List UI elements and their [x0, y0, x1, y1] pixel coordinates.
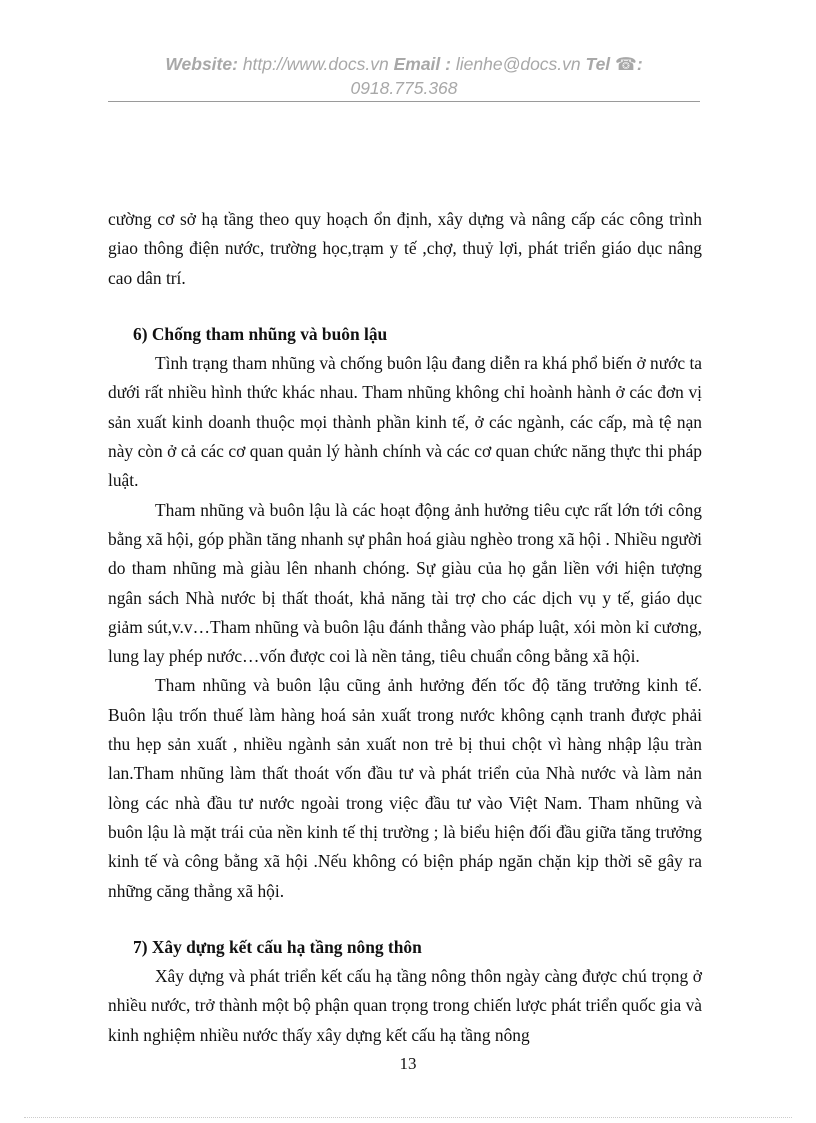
- section-7-heading: 7) Xây dựng kết cấu hạ tầng nông thôn: [133, 936, 422, 957]
- tel-label: Tel ☎:: [585, 54, 643, 74]
- header-divider: [108, 101, 700, 102]
- tel-number: 0918.775.368: [350, 78, 458, 98]
- section-6-paragraph-3: Tham nhũng và buôn lậu cũng ảnh hưởng đến tốc độ tăng trưởng kinh tế. Buôn lậu trốn thuế làm hàng hoá sản xuất trong nước không cạnh tranh được phải thu hẹp sản xuất , nhiều ngành sản xuất non trẻ bị thui chột vì hàng nhập lậu tràn lan.Tham nhũng làm thất thoát vốn đầu tư và phát triển của Nhà nước và làm nản lòng các nhà đầu tư nước ngoài trong việc đầu tư vào Việt Nam. Tham nhũng và buôn lậu là mặt trái của nền kinh tế thị trường ; là biểu hiện đối đầu giữa tăng trưởng kinh tế và công bằng xã hội .Nếu không có biện pháp ngăn chặn kịp thời sẽ gây ra những căng thẳng xã hội.: [108, 675, 702, 901]
- website-url: http://www.docs.vn: [242, 54, 389, 74]
- page-number: 13: [399, 1054, 417, 1073]
- email-label: Email :: [393, 54, 451, 74]
- section-6-heading: 6) Chống tham nhũng và buôn lậu: [133, 323, 388, 344]
- section-7-paragraph-1: Xây dựng và phát triển kết cấu hạ tầng nông thôn ngày càng được chú trọng ở nhiều nước, trở thành một bộ phận quan trọng trong chiến lược phát triển quốc gia và kinh nghiệm nhiều nước thấy xây dựng kết cấu hạ tầng nông: [108, 966, 702, 1045]
- intro-paragraph: cường cơ sở hạ tầng theo quy hoạch ổn định, xây dựng và nâng cấp các công trình giao thông điện nước, trường học,trạm y tế ,chợ, thuỷ lợi, phát triển giáo dục nâng cao dân trí.: [108, 209, 702, 288]
- section-6-paragraph-2: Tham nhũng và buôn lậu là các hoạt động ảnh hưởng tiêu cực rất lớn tới công bằng xã hội, góp phần tăng nhanh sự phân hoá giàu nghèo trong xã hội . Nhiều người do tham nhũng mà giàu lên nhanh chóng. Sự giàu của họ gắn liền với hiện tượng ngân sách Nhà nước bị thất thoát, khả năng tài trợ cho các dịch vụ y tế, giáo dục giảm sút,v.v…Tham nhũng và buôn lậu đánh thẳng vào pháp luật, xói mòn kỉ cương, lung lay phép nước…vốn được coi là nền tảng, tiêu chuẩn công bằng xã hội.: [108, 499, 702, 667]
- page-bottom-divider: [24, 1117, 792, 1118]
- document-body: [108, 205, 702, 1050]
- website-label: Website:: [165, 54, 238, 74]
- page-header: [108, 52, 700, 100]
- section-6-paragraph-1: Tình trạng tham nhũng và chống buôn lậu đang diễn ra khá phổ biến ở nước ta dưới rất nhiều hình thức khác nhau. Tham nhũng không chỉ hoành hành ở các đơn vị sản xuất kinh doanh thuộc mọi thành phần kinh tế, ở các ngành, các cấp, mà tệ nạn này còn ở cả các cơ quan quản lý hành chính và các cơ quan chức năng thực thi pháp luật.: [108, 353, 702, 491]
- email-address: lienhe@docs.vn: [455, 54, 581, 74]
